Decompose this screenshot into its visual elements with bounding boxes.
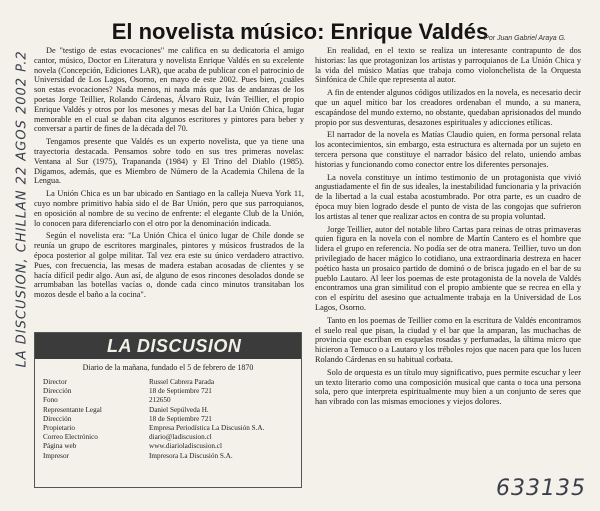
staff-row (43, 406, 301, 415)
staff-value: 212650 (149, 396, 171, 405)
staff-value: Empresa Periodística La Discusión S.A. (149, 424, 265, 433)
staff-value: 18 de Septiembre 721 (149, 387, 212, 396)
paragraph: Solo de orquesta es un título muy significativo, pues permite escuchar y leer un texto literario como una composición musical que canta o toca una persona sola, pero que interpreta espiritualmente muy bien a un conjunto de seres que han vibrado con las mismas emociones y viejos dolores. (315, 367, 581, 407)
staff-role: Fono (43, 396, 58, 405)
staff-list (43, 378, 301, 461)
paragraph: La novela constituye un íntimo testimonio de un protagonista que vivió angustiadamente el fin de sus ideales, la inestabilidad funcionaria y la privación de la libertad a la cual estaba acostumbrado. Por otra parte, es un cuadro de época muy bien logrado desde el punto de vista de las congojas que sufrieron los artistas al tener que realizar actos en contra de su propia voluntad. (315, 172, 581, 221)
staff-value: Russel Cabrera Parada (149, 378, 215, 386)
staff-row (43, 415, 301, 424)
paragraph: Tanto en los poemas de Teillier como en la escritura de Valdés encontramos el suelo real que pisan, la ciudad y el bar que la amparan, las muchachas de provincia que escriban en esquelas rosadas y perfumadas, la última micro que hicieron a Temuco o a Lautaro y los tréboles rojos que nacen para que los lucen Rolando Cárdenas en su habitual corbata. (315, 315, 581, 364)
newspaper-masthead-box (34, 332, 302, 488)
staff-row (43, 378, 301, 387)
staff-value: Daniel Sepúlveda H. (149, 405, 209, 414)
paragraph: El narrador de la novela es Matías Claudio quien, en forma personal relata los acontecimientos, sin embargo, esta estructura es alternada por un sujeto en tercera persona que constituye el narrador básico del relato, uniendo ambas historias y funcionando como conector entre los diferentes personajes. (315, 130, 581, 169)
staff-row (43, 452, 301, 461)
paragraph: En realidad, en el texto se realiza un interesante contrapunto de dos historias: las que protagonizan los artistas y parroquianos de La Unión Chica y la vida del músico Matías que trabaja como violonchelista de la Orquesta Sinfónica de Chile que representa al autor. (315, 46, 581, 85)
masthead-tagline: Diario de la mañana, fundado el 5 de febrero de 1870 (82, 363, 254, 372)
paragraph: A fin de entender algunos códigos utilizados en la novela, es necesario decir que un aquel mítico bar los creadores ordenaban el mundo, a su manera, escapándose del mundo externo, no obstante, quedaban aprisionados del mundo propio por sus desventuras, desazones espirituales y adicciones etílicas. (315, 88, 581, 127)
staff-role: Dirección (43, 414, 72, 423)
handwritten-source-note: LA DISCUSION, CHILLAN 22 AGOS 2002 P.2 (14, 50, 30, 368)
handwritten-archive-code: 633135 (496, 476, 586, 501)
staff-value: Impresora La Discusión S.A. (149, 451, 233, 460)
masthead-name: LA DISCUSION (35, 333, 301, 359)
paragraph: De "testigo de estas evocaciones" me califica en su dedicatoria el amigo cantor, músico, Doctor en Literatura y novelista Enrique Valdés en su excelente novela (Concepción, Ediciones LAR), que acaba de publicar con el patrocinio de Universidad de Los Lagos, Osorno, en mayo de este 2002. Pues bien, ¿cuáles son estas evocaciones? Nada menos, ni nada más que las de andanzas de los poetas Jorge Teillier, Rolando Cárdenas, Álvaro Ruiz, Iván Teillier, el propio Enrique Valdés y otros por los mesones y mesas del bar La Unión Chica, lugar memorable en el cual se daban cita algunos escritores y pintores para beber y conversar a partir de fines de la década del 70. (34, 46, 304, 134)
staff-role: Correo Electrónico (43, 433, 98, 442)
staff-value: diario@ladiscusion.cl (149, 433, 212, 442)
staff-role: Representante Legal (43, 405, 102, 414)
article-headline: El novelista músico: Enrique Valdés (111, 18, 489, 44)
staff-row (43, 433, 301, 442)
article-column-right (315, 46, 581, 410)
paragraph: Jorge Teillier, autor del notable libro Cartas para reinas de otras primaveras quien figura en la novela con el nombre de Martín Cantero es el hombre que lidera el grupo en referencia. No podía ser de otra manera. Teillier, tuvo un don privilegiado de hacer mágico lo cotidiano, una extraordinaria destreza en hacer poético hasta un prosaico partido de dominó o de brisca jugado en el bar de su pueblo Lautaro. Al leer los poemas de este protagonista de la novela de Valdés encontramos una gran similitud con el propio ambiente que se recrea en ella y con el espíritu del asesino que actualmente trabaja en la Universidad de Los Lagos, Osorno. (315, 224, 581, 312)
staff-role: Página web (43, 442, 77, 451)
paragraph: Tengamos presente que Valdés es un experto novelista, que ya tiene una trayectoria destacada. Pensamos sobre todo en sus tres primeras novelas: Ventana al Sur (1975), Trapananda (1984) y El Trino del Diablo (1985). Digamos, además, que es Miembro de Número de la Academia Chilena de la Lengua. (34, 137, 304, 186)
staff-row (43, 442, 301, 451)
staff-value: 18 de Septiembre 721 (149, 414, 212, 423)
staff-value: www.diarioladiscusion.cl (149, 442, 222, 451)
staff-row (43, 387, 301, 396)
staff-role: Impresor (43, 451, 69, 460)
paragraph: Según el novelista era: "La Unión Chica el único lugar de Chile donde se reunía un grupo de escritores marginales, pintores y músicos frustrados de la época posterior al golpe militar. Tal vez era este su único verdadero atractivo. Pues, con frecuencia, las mesas de madera estaban acosadas de clientes y se hacía difícil pedir algo. Aun así, de alguno de esos rincones desolados donde se arrumbaban las botellas vacías o, donde cada cinco minutos transitaban los mozos desde el baño a la cocina". (34, 231, 304, 300)
staff-role: Director (43, 378, 67, 386)
article-byline: Por Juan Gabriel Araya G. (484, 35, 566, 42)
staff-role: Propietario (43, 424, 75, 433)
article-column-left (34, 46, 304, 303)
staff-row (43, 396, 301, 405)
staff-role: Dirección (43, 387, 72, 396)
staff-row (43, 424, 301, 433)
paragraph: La Unión Chica es un bar ubicado en Santiago en la calleja Nueva York 11, cuyo nombre primitivo había sido el de Bar Unión, pero que sus parroquianos, en oposición al nombre de su vecino de enfrente: el elegante Club de la Unión, lo conocen para diferenciarlo con el otro por la denominación indicada. (34, 189, 304, 228)
